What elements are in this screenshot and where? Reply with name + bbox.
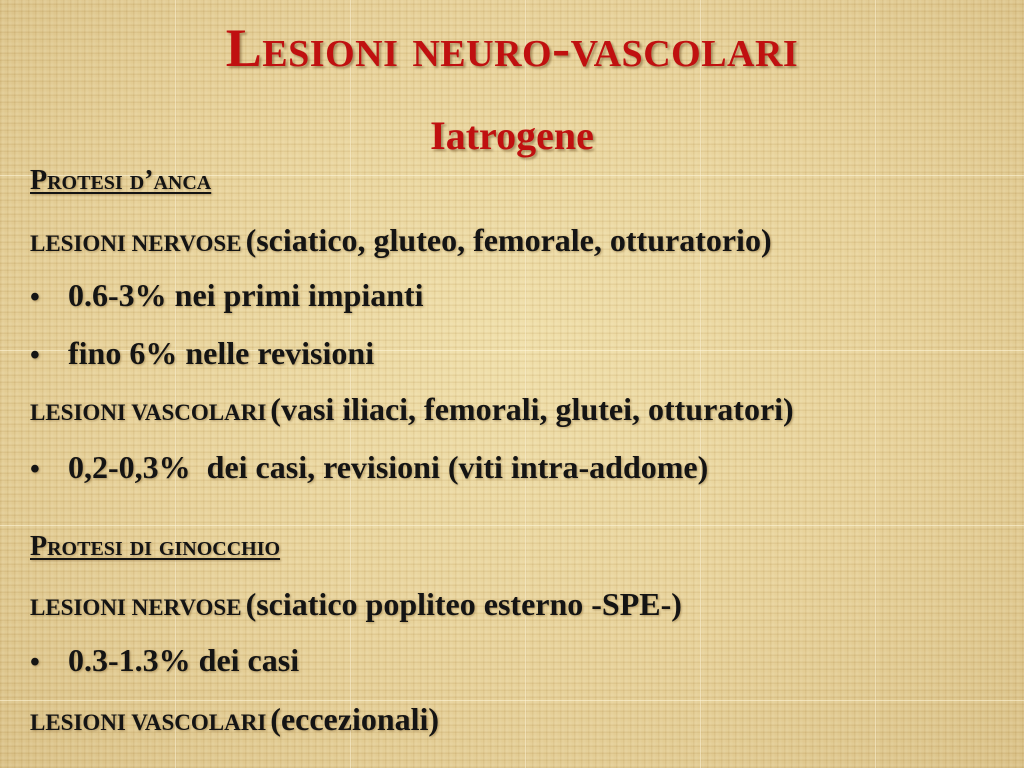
knee-vascular-line: [30, 701, 439, 740]
hip-nerve-bullet: [30, 334, 374, 375]
bullet-icon: •: [30, 647, 40, 678]
bullet-text: fino 6% nelle revisioni: [68, 335, 375, 371]
hip-vascular-line: [30, 391, 794, 430]
bullet-icon: •: [30, 282, 40, 313]
hip-nerve-detail: (sciatico, gluteo, femorale, otturatorio): [245, 222, 772, 258]
knee-vascular-label: LESIONI VASCOLARI: [30, 710, 267, 735]
slide-subtitle: Iatrogene: [430, 113, 594, 158]
hip-section-heading: Protesi d’anca: [30, 165, 212, 196]
background-grid-line: [0, 525, 1024, 526]
hip-vascular-bullet: [30, 448, 708, 489]
knee-vascular-detail: (eccezionali): [270, 701, 440, 737]
knee-nerve-label: LESIONI NERVOSE: [30, 595, 242, 620]
hip-vascular-detail: (vasi iliaci, femorali, glutei, otturatori): [270, 391, 794, 427]
hip-nerve-bullet: [30, 276, 424, 317]
knee-section-heading: Protesi di ginocchio: [30, 531, 281, 562]
bullet-icon: •: [30, 340, 40, 371]
bullet-text: 0.6-3% nei primi impianti: [68, 277, 424, 313]
hip-nerve-line: [30, 222, 772, 261]
bullet-text: 0.3-1.3% dei casi: [68, 642, 300, 678]
knee-nerve-detail: (sciatico popliteo esterno -SPE-): [245, 586, 682, 622]
slide-title: Lesioni neuro-vascolari: [225, 18, 799, 78]
bullet-text: 0,2-0,3% dei casi, revisioni (viti intra-addome): [68, 449, 709, 485]
knee-nerve-line: [30, 586, 682, 625]
bullet-icon: •: [30, 454, 40, 485]
hip-nerve-label: LESIONI NERVOSE: [30, 231, 242, 256]
hip-vascular-label: LESIONI VASCOLARI: [30, 400, 267, 425]
knee-nerve-bullet: [30, 641, 299, 682]
